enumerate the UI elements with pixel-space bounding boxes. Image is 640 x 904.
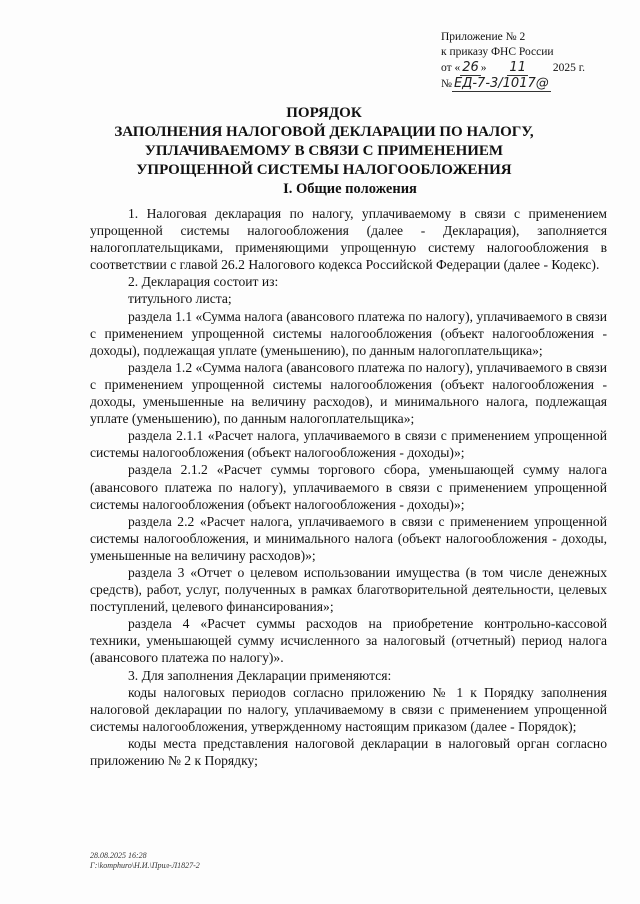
section-heading: I. Общие положения <box>283 181 417 197</box>
list-item: раздела 3 «Отчет о целевом использовании имущества (в том числе денежных средств), работ, услуг, полученных в рамках благотворительной деятельности, целевых поступлений, целевого финансирования»; <box>90 564 607 615</box>
appendix-number: Приложение № 2 <box>441 31 526 43</box>
handwritten-day: 26 <box>462 60 479 75</box>
list-item: раздела 1.2 «Сумма налога (авансового платежа по налогу), уплачиваемого в связи с применением упрощенной системы налогообложения (объект налогообложения - доходы, уменьшенные на величину расходов), и минимального налога, подлежащая уплате (уменьшению), по данным налогоплательщика»; <box>90 359 607 427</box>
title-line-2: ЗАПОЛНЕНИЯ НАЛОГОВОЙ ДЕКЛАРАЦИИ ПО НАЛОГУ, <box>114 124 534 140</box>
footer-timestamp: 28.08.2025 16:28 <box>90 851 147 860</box>
list-item: раздела 1.1 «Сумма налога (авансового платежа по налогу), уплачиваемого в связи с применением упрощенной системы налогообложения (объект налогообложения - доходы), подлежащая уплате (уменьшению), по данным налогоплательщика»; <box>90 308 607 358</box>
order-date: от « 26 » 11 2025 г. <box>441 60 586 75</box>
document-footer <box>90 851 200 871</box>
handwritten-order-number: ЕД-7-3/1017@ <box>453 76 549 91</box>
list-item: раздела 2.1.1 «Расчет налога, уплачиваемого в связи с применением упрощенной системы налогообложения (объект налогообложения - доходы)»; <box>90 428 607 461</box>
list-item: раздела 4 «Расчет суммы расходов на приобретение контрольно-кассовой техники, уменьшающей сумму исчисленного за налоговый (отчетный) период налога (авансового платежа по налогу)». <box>90 616 607 666</box>
appendix-header <box>441 30 611 92</box>
list-item: титульного листа; <box>128 291 232 307</box>
list-item: раздела 2.1.2 «Расчет суммы торгового сбора, уменьшающей сумму налога (авансового платежа по налогу), уплачиваемого в связи с применением упрощенной системы налогообложения (объект налогообложения - доходы)»; <box>90 462 607 512</box>
paragraph: 3. Для заполнения Декларации применяются: <box>128 667 392 683</box>
document-title <box>60 104 640 180</box>
list-item: раздела 2.2 «Расчет налога, уплачиваемого в связи с применением упрощенной системы налогообложения, и минимального налога (объект налогообложения - доходы, уменьшенные на величину расходов)»; <box>90 513 607 563</box>
list-item: коды налоговых периодов согласно приложению № 1 к Порядку заполнения налоговой декларации по налогу, уплачиваемому в связи с применением упрощенной системы налогообложения, утвержденному настоящим приказом (далее - Порядок); <box>90 684 607 734</box>
paragraph: 1. Налоговая декларация по налогу, уплачиваемому в связи с применением упрощенной системы налогообложения (далее - Декларация), заполняется налогоплательщиками, применяющими упрощенную систему налогообложения в соответствии с главой 26.2 Налогового кодекса Российской Федерации (далее - Кодекс). <box>90 206 607 273</box>
footer-file-path: Г:\komphuro\Н.И.\Прил-Л1827-2 <box>90 861 200 870</box>
order-reference: к приказу ФНС России <box>441 46 554 58</box>
paragraph: 2. Декларация состоит из: <box>128 274 279 290</box>
order-year: 2025 г. <box>552 62 586 74</box>
handwritten-month: 11 <box>509 60 526 75</box>
title-line-3: УПЛАЧИВАЕМОМУ В СВЯЗИ С ПРИМЕНЕНИЕМ <box>144 143 504 159</box>
order-number: № ЕД-7-3/1017@ <box>441 76 549 91</box>
title-line-4: УПРОЩЕННОЙ СИСТЕМЫ НАЛОГООБЛОЖЕНИЯ <box>136 162 512 178</box>
title-line-1: ПОРЯДОК <box>286 105 362 121</box>
list-item: коды места представления налоговой декларации в налоговый орган согласно приложению № 2 к Порядку; <box>90 735 607 768</box>
document-body <box>90 205 607 769</box>
